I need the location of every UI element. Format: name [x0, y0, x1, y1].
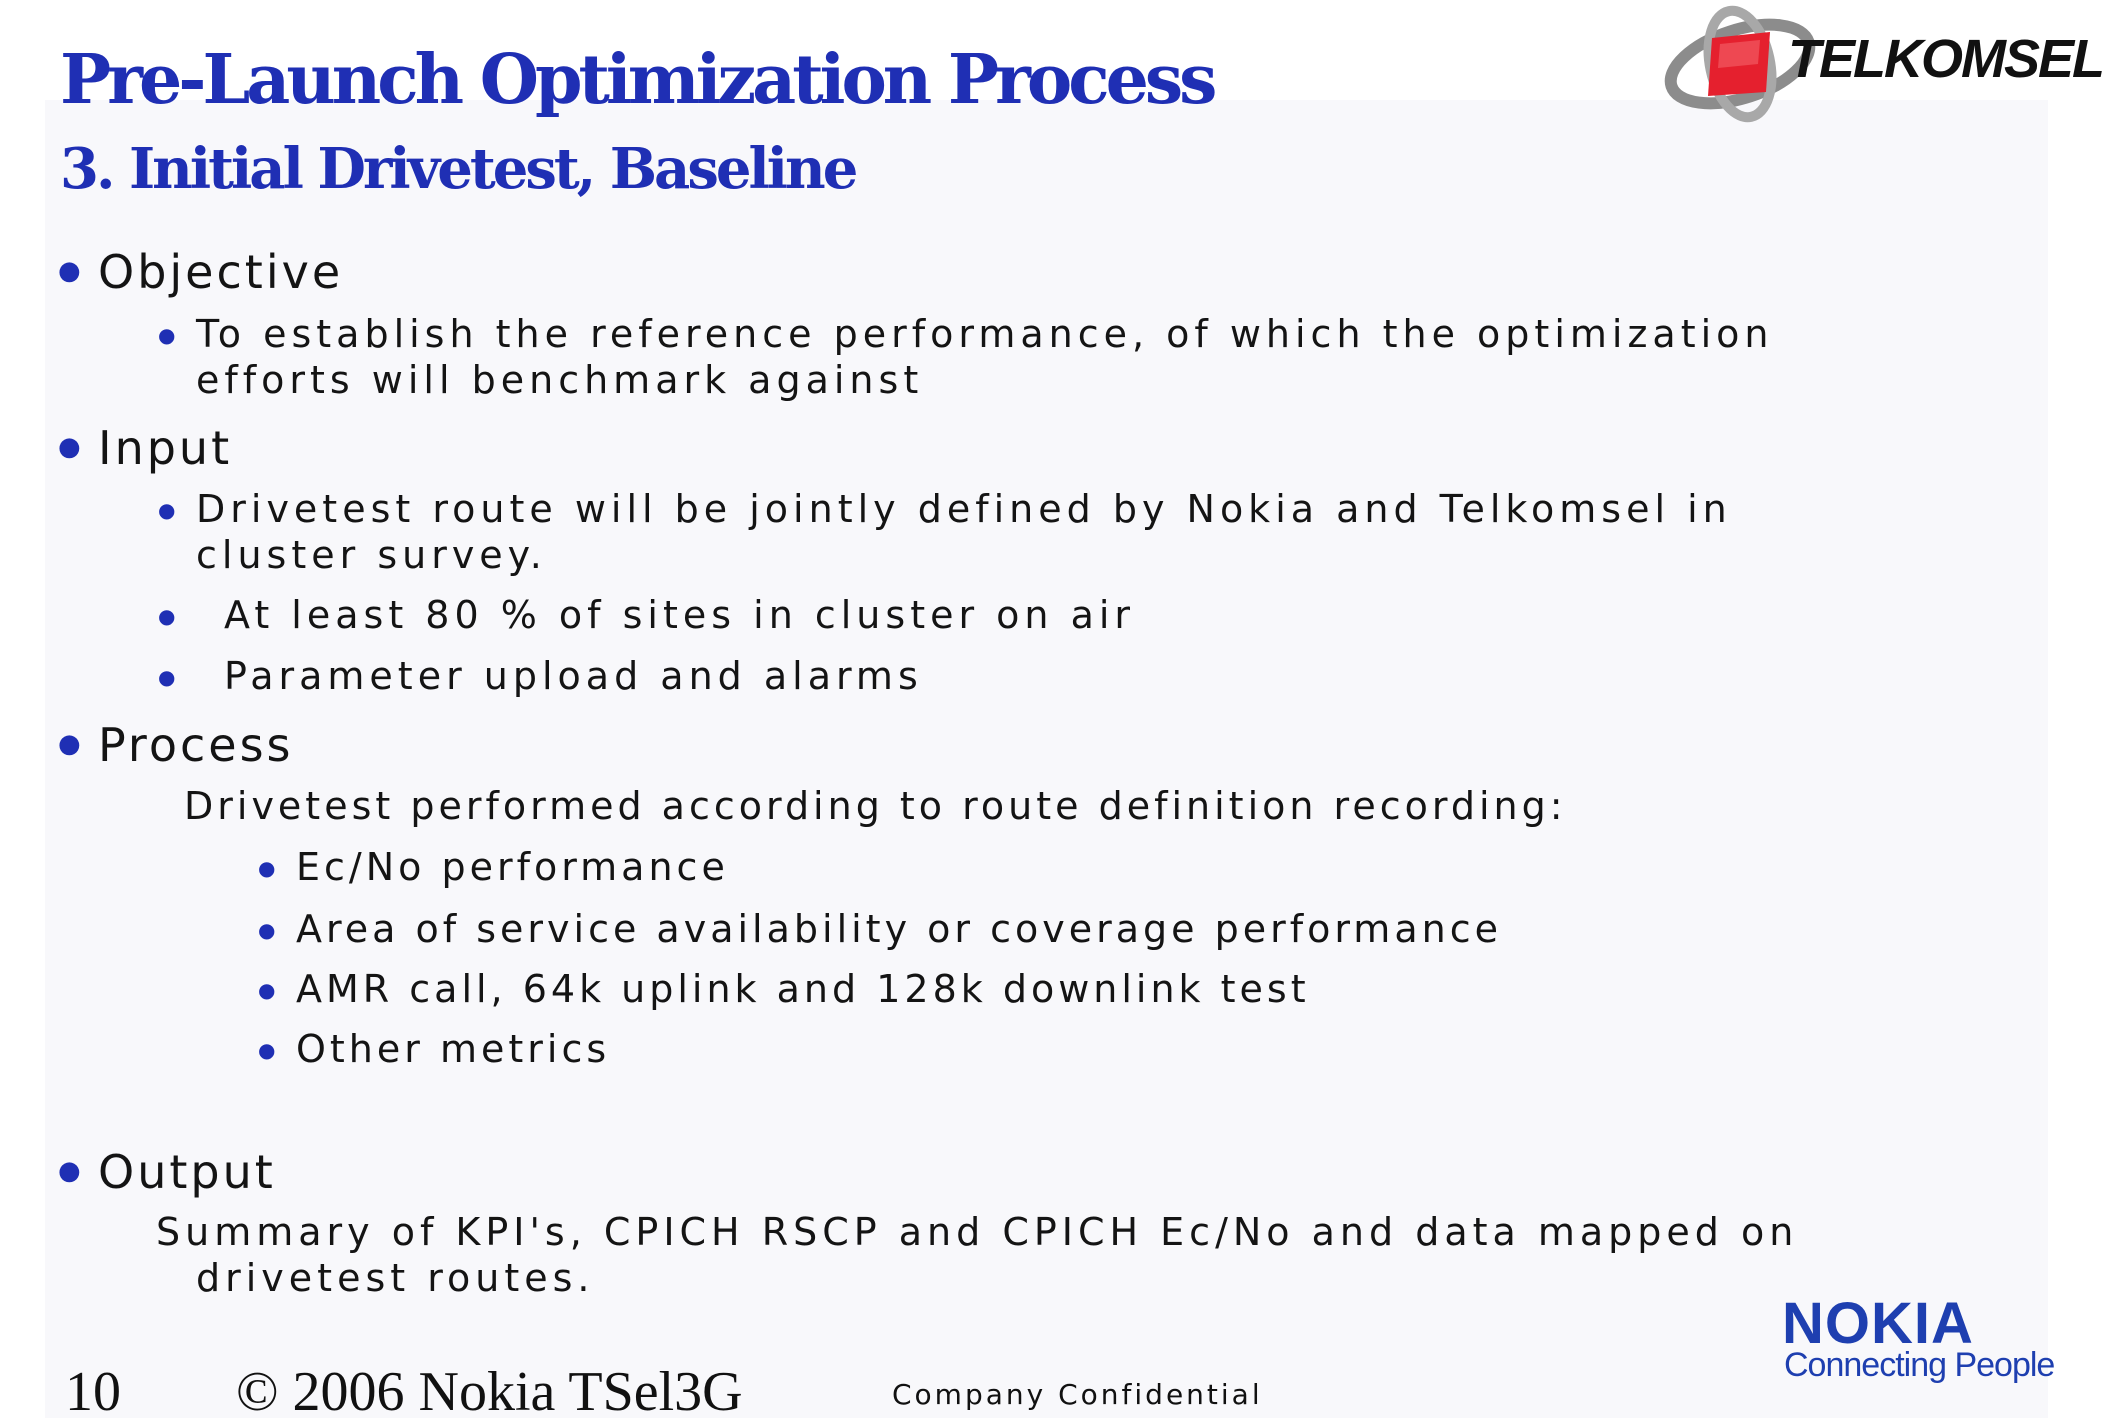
- process-item-other: Other metrics: [296, 1027, 611, 1071]
- output-line-1: Summary of KPI's, CPICH RSCP and CPICH Ec/No and data mapped on: [156, 1210, 1799, 1254]
- telkomsel-logo-text: TELKOMSEL: [1788, 29, 2103, 89]
- bullet-dot: ●: [58, 729, 81, 759]
- process-item-coverage: Area of service availability or coverage performance: [296, 907, 1502, 951]
- section-heading-input: Input: [98, 421, 233, 475]
- process-intro: Drivetest performed according to route definition recording:: [184, 784, 1567, 828]
- bullet-dot: ●: [158, 323, 176, 347]
- nokia-logo: NOKIA: [1782, 1291, 1974, 1356]
- bullet-dot: ●: [258, 1038, 276, 1062]
- bullet-dot: ●: [158, 498, 176, 522]
- process-item-amr: AMR call, 64k uplink and 128k downlink test: [296, 967, 1310, 1011]
- nokia-tagline: Connecting People: [1784, 1346, 2055, 1384]
- section-heading-process: Process: [98, 718, 294, 772]
- objective-line-2: efforts will benchmark against: [196, 358, 924, 402]
- bullet-dot: ●: [58, 432, 81, 462]
- section-heading-objective: Objective: [98, 245, 344, 299]
- output-line-2: drivetest routes.: [196, 1256, 595, 1300]
- bullet-dot: ●: [258, 856, 276, 880]
- slide-title: Pre-Launch Optimization Process: [60, 40, 1214, 120]
- slide-subtitle: 3. Initial Drivetest, Baseline: [60, 136, 856, 202]
- page-number: 10: [65, 1361, 121, 1423]
- process-item-ecno: Ec/No performance: [296, 845, 729, 889]
- input-item-sites-on-air: At least 80 % of sites in cluster on air: [224, 593, 1136, 637]
- footer-copyright: © 2006 Nokia TSel3G: [236, 1361, 743, 1423]
- input-item-parameter-upload: Parameter upload and alarms: [224, 654, 923, 698]
- input-line-1: Drivetest route will be jointly defined by Nokia and Telkomsel in: [196, 487, 1732, 531]
- bullet-dot: ●: [58, 256, 81, 286]
- bullet-dot: ●: [158, 604, 176, 628]
- input-line-2: cluster survey.: [196, 533, 547, 577]
- bullet-dot: ●: [258, 918, 276, 942]
- bullet-dot: ●: [158, 665, 176, 689]
- bullet-dot: ●: [258, 978, 276, 1002]
- footer-confidential: Company Confidential: [892, 1378, 1263, 1411]
- bullet-dot: ●: [58, 1156, 81, 1186]
- objective-line-1: To establish the reference performance, of which the optimization: [196, 312, 1774, 356]
- section-heading-output: Output: [98, 1145, 276, 1199]
